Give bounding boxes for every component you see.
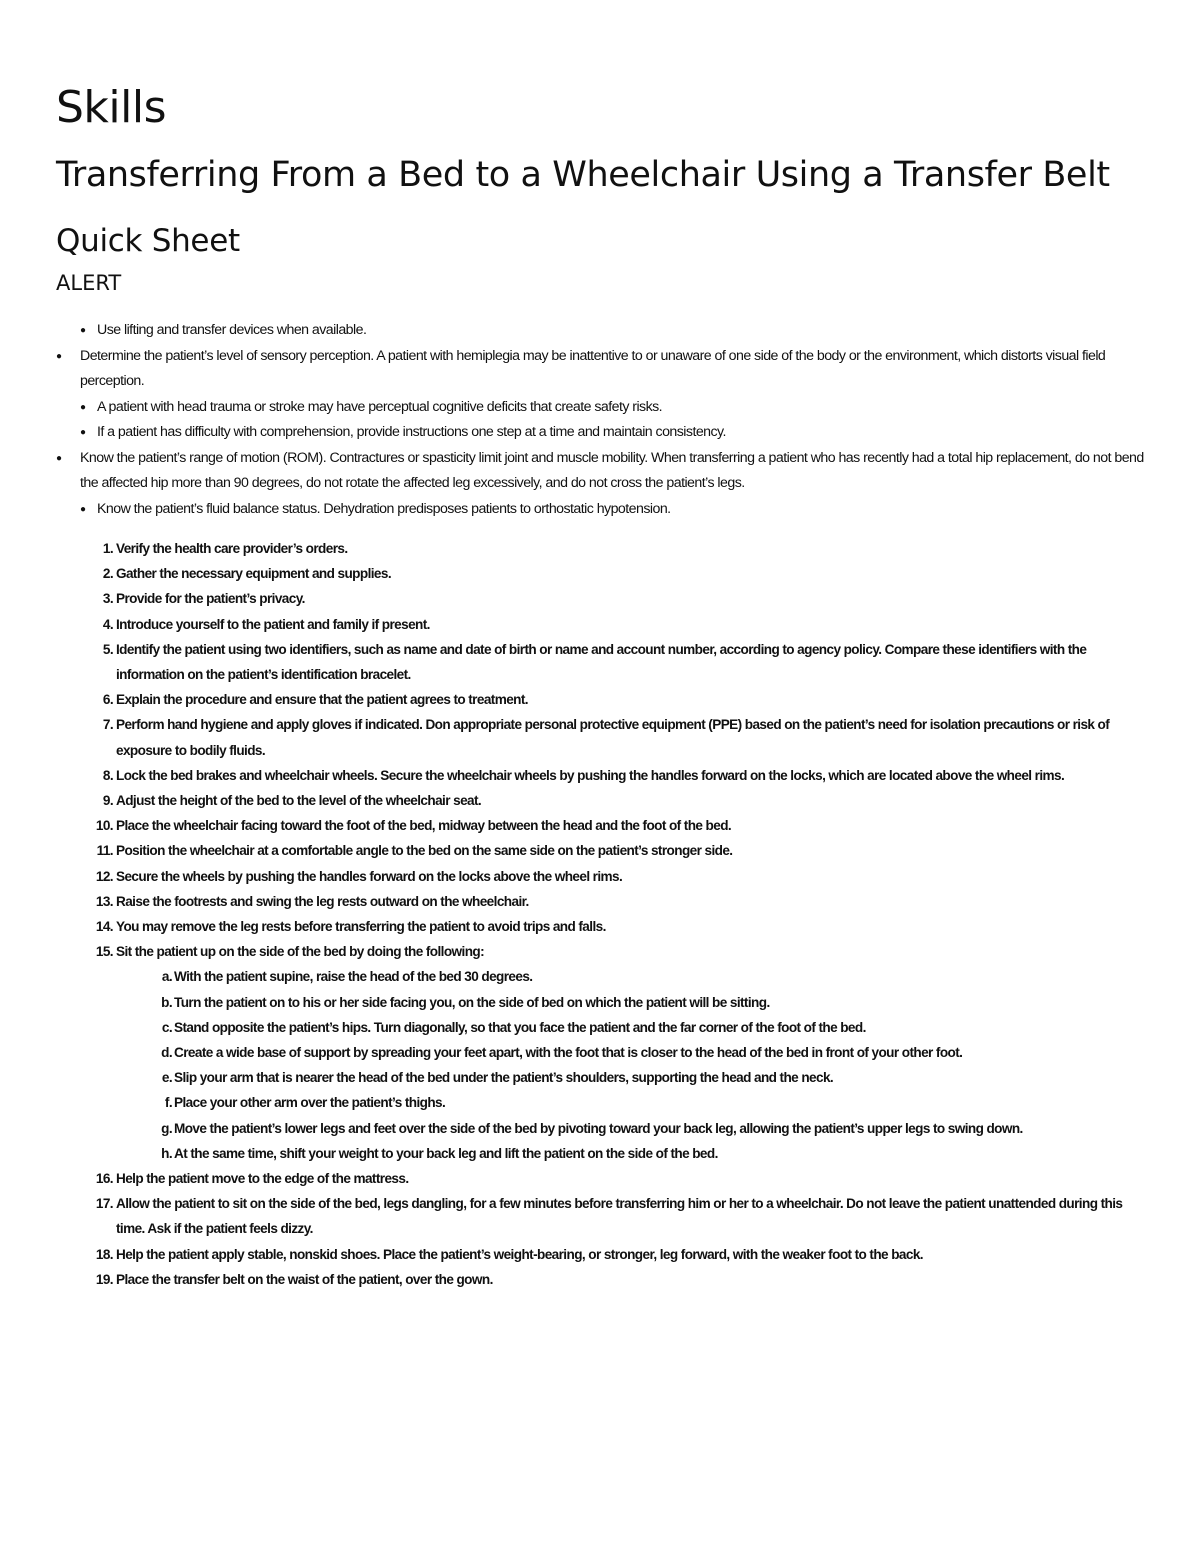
substep-text: At the same time, shift your weight to your back leg and lift the patient on the side of the bed. xyxy=(174,1145,718,1161)
alert-item xyxy=(80,497,1146,523)
substep-letter: e. xyxy=(161,1070,172,1086)
step-text: Provide for the patient’s privacy. xyxy=(116,591,305,607)
step-item xyxy=(56,637,1146,687)
step-number: 11. xyxy=(96,843,113,859)
bullet-icon: ● xyxy=(80,427,86,438)
quick-sheet-heading: Quick Sheet xyxy=(56,223,240,259)
alert-heading: ALERT xyxy=(56,271,122,295)
step-text: Help the patient apply stable, nonskid shoes. Place the patient’s weight-bearing, or stronger, leg forward, with the weaker foot to the back. xyxy=(116,1246,923,1262)
substep-item xyxy=(56,1040,1146,1065)
step-number: 14. xyxy=(95,919,113,935)
substep-item xyxy=(56,964,1146,989)
step-item xyxy=(56,788,1146,813)
substep-letter: h. xyxy=(161,1145,172,1161)
substep-item xyxy=(56,1065,1146,1090)
step-number: 3. xyxy=(102,591,113,607)
alert-text: Determine the patient’s level of sensory perception. A patient with hemiplegia may be inattentive to or unaware of one side of the body or the environment, which distorts visual field perception. xyxy=(80,347,1106,389)
bullet-icon: ● xyxy=(80,325,86,336)
substep-letter: c. xyxy=(161,1019,172,1035)
procedure-steps xyxy=(56,536,1146,1292)
substep-item xyxy=(56,1015,1146,1040)
step-number: 12. xyxy=(95,868,113,884)
step-item xyxy=(56,536,1146,561)
alert-item xyxy=(80,395,1146,421)
step-item xyxy=(56,813,1146,838)
step-number: 16. xyxy=(95,1171,113,1187)
step-text: Position the wheelchair at a comfortable angle to the bed on the same side on the patient’s stronger side. xyxy=(116,843,733,859)
step-text: Explain the procedure and ensure that the patient agrees to treatment. xyxy=(116,692,528,708)
step-item xyxy=(56,939,1146,1166)
step-item xyxy=(56,864,1146,889)
alert-item xyxy=(80,318,1146,344)
document-page xyxy=(56,78,1146,1292)
page-title: Transferring From a Bed to a Wheelchair Using a Transfer Belt xyxy=(56,155,1110,195)
substep-item xyxy=(56,1116,1146,1141)
step-number: 1. xyxy=(102,541,113,556)
step-text: Raise the footrests and swing the leg rests outward on the wheelchair. xyxy=(116,893,529,909)
step-number: 6. xyxy=(102,692,113,708)
step-text: Sit the patient up on the side of the bed by doing the following: xyxy=(116,944,485,960)
step-text: Perform hand hygiene and apply gloves if indicated. Don appropriate personal protective equipment (PPE) based on the patient’s need for isolation precautions or risk of exposure to bodily fluids. xyxy=(116,717,1110,758)
substep-item xyxy=(56,990,1146,1015)
substep-item xyxy=(56,1141,1146,1166)
substep-letter: g. xyxy=(161,1120,172,1136)
substeps-list xyxy=(56,964,1146,1166)
substep-text: Slip your arm that is nearer the head of the bed under the patient’s shoulders, supporting the head and the neck. xyxy=(174,1070,834,1086)
alert-item xyxy=(56,344,1146,395)
step-item xyxy=(56,1191,1146,1241)
step-number: 8. xyxy=(102,767,113,783)
step-text: Gather the necessary equipment and supplies. xyxy=(116,566,392,582)
step-item xyxy=(56,889,1146,914)
step-text: Lock the bed brakes and wheelchair wheels. Secure the wheelchair wheels by pushing the handles forward on the locks, which are located above the wheel rims. xyxy=(116,767,1065,783)
step-item xyxy=(56,838,1146,863)
step-number: 2. xyxy=(102,566,113,582)
bullet-icon: ● xyxy=(80,401,86,413)
step-item xyxy=(56,561,1146,586)
step-number: 9. xyxy=(102,793,113,809)
step-item xyxy=(56,1242,1146,1267)
substep-item xyxy=(56,1090,1146,1115)
substep-text: Stand opposite the patient’s hips. Turn diagonally, so that you face the patient and the far corner of the foot of the bed. xyxy=(174,1019,866,1035)
step-item xyxy=(56,914,1146,939)
substep-text: Turn the patient on to his or her side facing you, on the side of bed on which the patient will be sitting. xyxy=(174,994,770,1010)
alert-text: A patient with head trauma or stroke may have perceptual cognitive deficits that create safety risks. xyxy=(97,398,663,415)
alert-text: Know the patient’s range of motion (ROM). Contractures or spasticity limit joint and muscle mobility. When transferring a patient who has recently had a total hip replacement, do not bend the affected hip more than 90 degrees, do not rotate the affected leg excessively, and do not cross the patient’s legs. xyxy=(80,449,1144,491)
step-text: Introduce yourself to the patient and family if present. xyxy=(116,616,430,632)
step-item xyxy=(56,586,1146,611)
step-number: 17. xyxy=(95,1196,113,1212)
step-text: You may remove the leg rests before transferring the patient to avoid trips and falls. xyxy=(116,919,606,935)
step-number: 19. xyxy=(95,1271,113,1287)
substep-letter: f. xyxy=(164,1095,172,1111)
substep-letter: b. xyxy=(161,994,172,1010)
step-item xyxy=(56,712,1146,762)
substep-text: Place your other arm over the patient’s thighs. xyxy=(174,1095,446,1111)
alert-text: Use lifting and transfer devices when available. xyxy=(97,322,367,338)
substep-letter: d. xyxy=(161,1045,172,1061)
step-number: 4. xyxy=(102,616,113,632)
substep-text: Create a wide base of support by spreading your feet apart, with the foot that is closer to the head of the bed in front of your other foot. xyxy=(174,1045,963,1061)
step-item xyxy=(56,1267,1146,1292)
step-number: 18. xyxy=(95,1246,113,1262)
step-number: 15. xyxy=(95,944,113,960)
step-text: Help the patient move to the edge of the mattress. xyxy=(116,1171,409,1187)
step-text: Secure the wheels by pushing the handles forward on the locks above the wheel rims. xyxy=(116,868,623,884)
alert-item xyxy=(56,446,1146,497)
step-item xyxy=(56,1166,1146,1191)
step-number: 5. xyxy=(102,641,113,657)
substep-letter: a. xyxy=(161,969,172,985)
step-text: Place the wheelchair facing toward the foot of the bed, midway between the head and the foot of the bed. xyxy=(116,818,732,834)
alert-item xyxy=(80,420,1146,446)
step-text: Identify the patient using two identifiers, such as name and date of birth or name and account number, according to agency policy. Compare these identifiers with the information on the patient’s identification bracelet. xyxy=(116,641,1087,683)
step-number: 13. xyxy=(95,893,113,909)
step-text: Adjust the height of the bed to the level of the wheelchair seat. xyxy=(116,793,482,809)
step-item xyxy=(56,763,1146,788)
alert-text: Know the patient’s fluid balance status. Dehydration predisposes patients to orthostatic hypotension. xyxy=(97,500,671,517)
step-item xyxy=(56,612,1146,637)
section-heading: Skills xyxy=(56,82,167,133)
step-item xyxy=(56,687,1146,712)
alert-list xyxy=(56,318,1146,522)
step-text: Allow the patient to sit on the side of the bed, legs dangling, for a few minutes before transferring him or her to a wheelchair. Do not leave the patient unattended during this time. Ask if the patient feels dizzy. xyxy=(116,1196,1123,1237)
step-text: Verify the health care provider’s orders. xyxy=(116,541,348,556)
step-number: 10. xyxy=(95,818,113,834)
bullet-icon: ● xyxy=(56,350,62,362)
step-number: 7. xyxy=(102,717,113,733)
step-text: Place the transfer belt on the waist of the patient, over the gown. xyxy=(116,1271,493,1287)
bullet-icon: ● xyxy=(56,452,62,464)
substep-text: Move the patient’s lower legs and feet over the side of the bed by pivoting toward your back leg, allowing the patient’s upper legs to swing down. xyxy=(174,1120,1023,1136)
alert-text: If a patient has difficulty with comprehension, provide instructions one step at a time and maintain consistency. xyxy=(97,424,726,440)
bullet-icon: ● xyxy=(80,503,86,515)
substep-text: With the patient supine, raise the head of the bed 30 degrees. xyxy=(174,969,533,985)
